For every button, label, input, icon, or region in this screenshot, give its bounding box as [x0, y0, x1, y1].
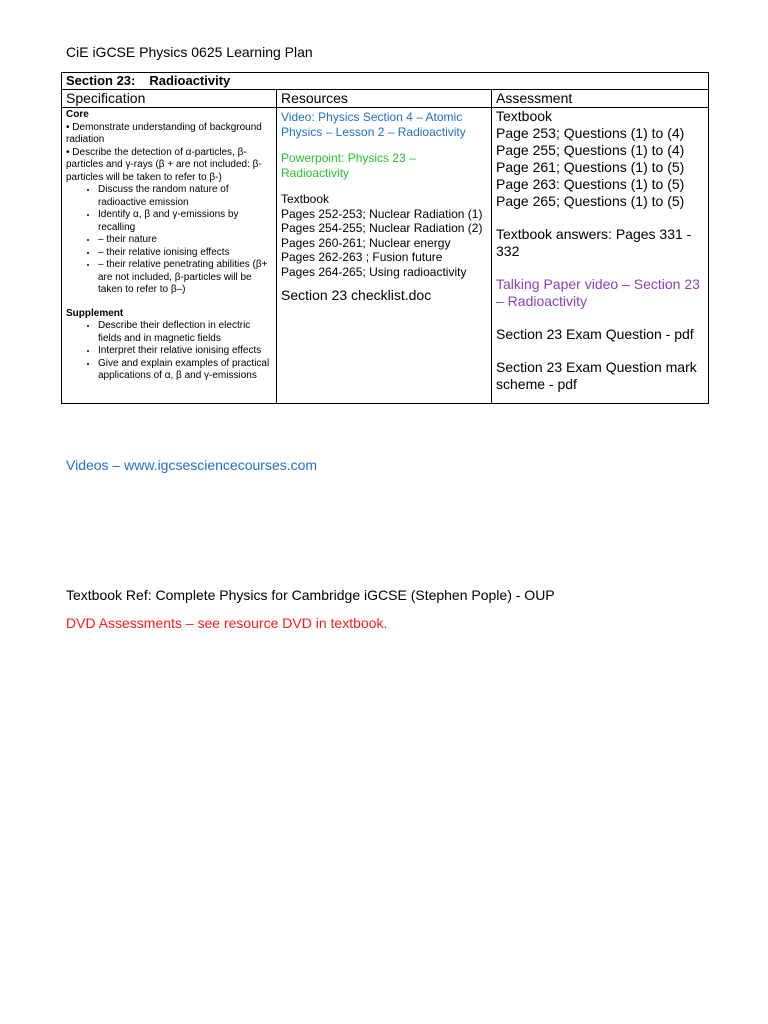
core-bullet: • – their relative penetrating abilities (β+ are not included, β-particles will be taken to refer to β–)	[98, 259, 272, 297]
section-name: Radioactivity	[149, 73, 231, 88]
assessment-header: Assessment	[492, 90, 709, 108]
specification-header: Specification	[62, 90, 277, 108]
question-set: Page 263: Questions (1) to (5)	[496, 176, 685, 192]
question-set: Page 261; Questions (1) to (5)	[496, 159, 685, 175]
core-bullet-list	[66, 184, 272, 297]
supplement-bullet: • Describe their deflection in electric fields and in magnetic fields	[98, 320, 272, 345]
textbook-pages: Pages 260-261; Nuclear energy	[281, 235, 451, 250]
specification-cell	[62, 108, 277, 404]
question-set: Page 255; Questions (1) to (4)	[496, 142, 685, 158]
textbook-heading: Textbook	[281, 192, 330, 206]
supplement-heading: Supplement	[66, 307, 124, 319]
textbook-pages: Pages 252-253; Nuclear Radiation (1)	[281, 206, 483, 221]
section-row	[62, 73, 709, 90]
section-heading	[62, 73, 709, 90]
learning-plan-table	[61, 72, 709, 404]
textbook-reference: Textbook Ref: Complete Physics for Cambridge iGCSE (Stephen Pople) - OUP	[66, 587, 555, 603]
core-point: • Demonstrate understanding of background radiation	[66, 121, 262, 145]
content-row	[62, 108, 709, 404]
textbook-answers: Textbook answers: Pages 331 - 332	[496, 226, 692, 259]
core-bullet: • Identify α, β and γ-emissions by recalling	[98, 209, 272, 234]
question-set: Page 253; Questions (1) to (4)	[496, 125, 685, 141]
question-set: Page 265; Questions (1) to (5)	[496, 193, 685, 209]
resources-header: Resources	[277, 90, 492, 108]
video-resource-link[interactable]: Video: Physics Section 4 – Atomic Physics – Lesson 2 – Radioactivity	[281, 110, 466, 139]
powerpoint-resource[interactable]: Powerpoint: Physics 23 – Radioactivity	[281, 151, 416, 180]
supplement-bullet-list	[66, 320, 272, 383]
textbook-pages: Pages 264-265; Using radioactivity	[281, 264, 467, 279]
videos-website-link[interactable]: Videos – www.igcsesciencecourses.com	[66, 457, 318, 473]
dvd-assessments-note: DVD Assessments – see resource DVD in textbook.	[66, 615, 388, 631]
textbook-pages: Pages 254-255; Nuclear Radiation (2)	[281, 221, 483, 235]
assessment-textbook-heading: Textbook	[496, 108, 553, 124]
supplement-bullet: • Interpret their relative ionising effects	[98, 345, 272, 358]
mark-scheme-document[interactable]: Section 23 Exam Question mark scheme - pdf	[496, 359, 697, 392]
talking-paper-video-link[interactable]: Talking Paper video – Section 23 – Radioactivity	[496, 276, 700, 309]
exam-question-document[interactable]: Section 23 Exam Question - pdf	[496, 326, 694, 342]
checklist-document[interactable]: Section 23 checklist.doc	[281, 287, 432, 303]
header-row	[62, 90, 709, 108]
resources-cell	[277, 108, 492, 404]
section-number: Section 23:	[66, 73, 136, 88]
core-bullet: • Discuss the random nature of radioactive emission	[98, 184, 272, 209]
supplement-bullet: • Give and explain examples of practical applications of α, β and γ-emissions	[98, 358, 272, 383]
core-bullet: • – their nature	[98, 234, 272, 247]
core-point: • Describe the detection of α-particles, β-particles and γ-rays (β + are not included: β-particles will be taken to refer to β-)	[66, 146, 262, 183]
textbook-pages: Pages 262-263 ; Fusion future	[281, 250, 443, 264]
document-title: CiE iGCSE Physics 0625 Learning Plan	[66, 44, 313, 60]
assessment-cell	[492, 108, 709, 404]
core-heading: Core	[66, 109, 89, 120]
core-bullet: • – their relative ionising effects	[98, 247, 272, 260]
